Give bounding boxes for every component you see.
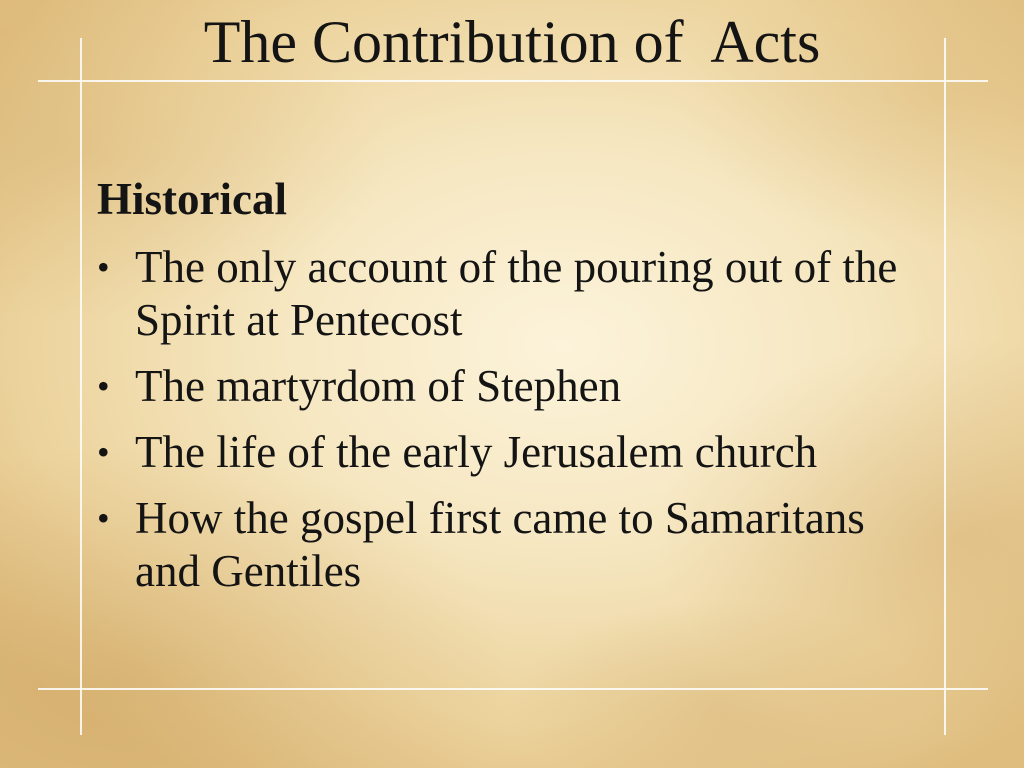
- bullet-item: [97, 241, 915, 347]
- bullet-icon: •: [97, 247, 110, 287]
- bullet-item: [97, 426, 915, 479]
- bullet-text: How the gospel first came to Samaritans and Gentiles: [135, 493, 865, 596]
- slide-title: The Contribution of Acts: [203, 9, 821, 75]
- frame-line-right: [944, 38, 946, 735]
- bullet-text: The martyrdom of Stephen: [135, 361, 622, 411]
- bullet-item: [97, 492, 915, 598]
- bullet-text: The life of the early Jerusalem church: [135, 427, 818, 477]
- bullet-icon: •: [97, 366, 110, 406]
- bullet-item: [97, 360, 915, 413]
- frame-line-left: [80, 38, 82, 735]
- bullet-list: [97, 241, 915, 611]
- frame-line-top: [38, 80, 988, 82]
- bullet-icon: •: [97, 432, 110, 472]
- bullet-icon: •: [97, 498, 110, 538]
- frame-line-bottom: [38, 688, 988, 690]
- bullet-text: The only account of the pouring out of the Spirit at Pentecost: [135, 242, 898, 345]
- section-heading: Historical: [97, 174, 287, 224]
